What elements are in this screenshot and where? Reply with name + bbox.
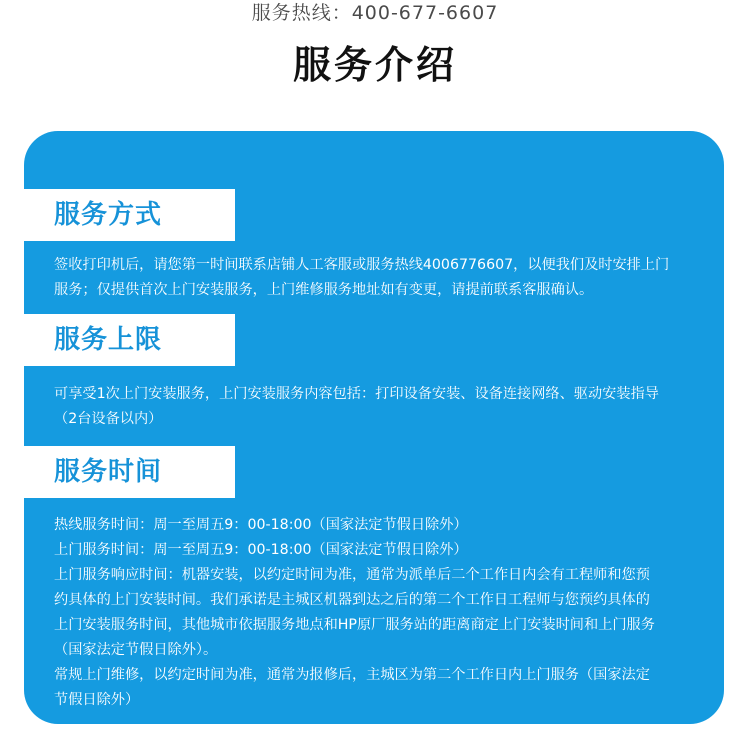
section-heading-service-method: 服务方式	[24, 189, 235, 241]
text-line: 节假日除外）	[54, 692, 140, 708]
text-line: 常规上门维修，以约定时间为准，通常为报修后，主城区为第二个工作日内上门服务（国家法定	[54, 667, 650, 683]
text-line: 约具体的上门安装时间。我们承诺是主城区机器到达之后的第二个工作日工程师与您预约具体的	[54, 592, 650, 608]
service-hotline: 服务热线：400-677-6607	[251, 2, 499, 24]
section-body-service-limit	[54, 382, 704, 432]
service-info-panel	[24, 131, 724, 724]
text-line: 签收打印机后，请您第一时间联系店铺人工客服或服务热线4006776607，以便我们及时安排上门	[54, 257, 670, 273]
text-line: 上门服务响应时间：机器安装，以约定时间为准，通常为派单后二个工作日内会有工程师和您预	[54, 567, 650, 583]
text-line: 服务；仅提供首次上门安装服务，上门维修服务地址如有变更，请提前联系客服确认。	[54, 282, 594, 298]
section-heading-service-limit: 服务上限	[24, 314, 235, 366]
text-line: 可享受1次上门安装服务，上门安装服务内容包括：打印设备安装、设备连接网络、驱动安装指导	[54, 386, 659, 402]
text-line: 上门服务时间：周一至周五9：00-18:00（国家法定节假日除外）	[54, 542, 468, 558]
page-title: 服务介绍	[292, 43, 457, 87]
section-body-service-method	[54, 253, 704, 303]
section-body-service-time	[54, 513, 704, 713]
section-heading-service-time: 服务时间	[24, 446, 235, 498]
text-line: （2台设备以内）	[54, 411, 163, 427]
text-line: 上门安装服务时间，其他城市依据服务地点和HP原厂服务站的距离商定上门安装时间和上门服务	[54, 617, 655, 633]
text-line: 热线服务时间：周一至周五9：00-18:00（国家法定节假日除外）	[54, 517, 468, 533]
text-line: （国家法定节假日除外）。	[54, 642, 218, 658]
